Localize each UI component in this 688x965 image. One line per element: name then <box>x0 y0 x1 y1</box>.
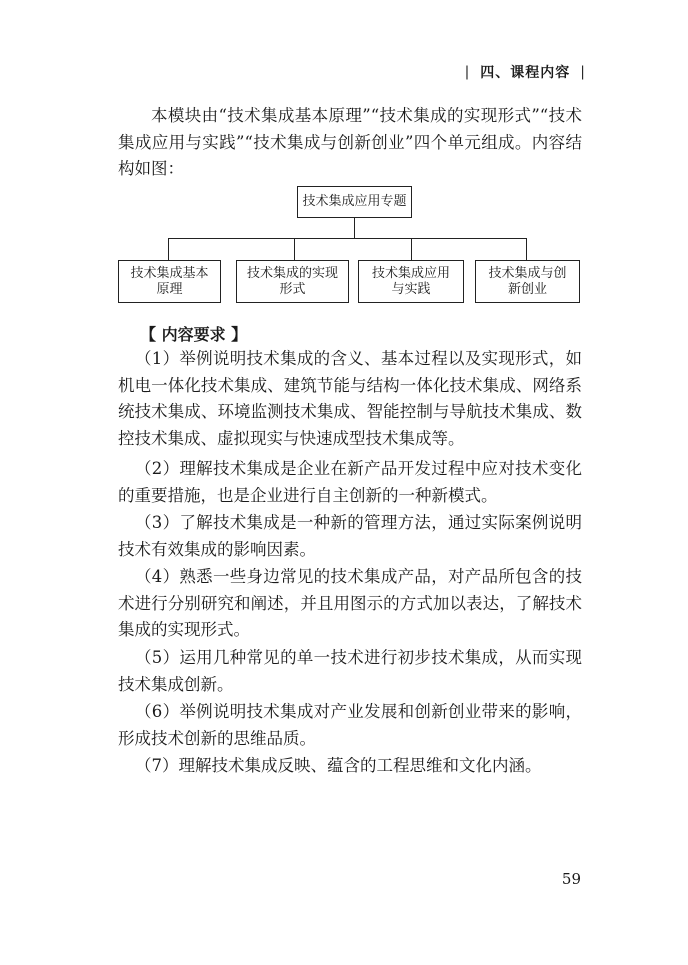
requirement-item: （4）熟悉一些身边常见的技术集成产品，对产品所包含的技术进行分别研究和阐述，并且用图示的方式加以表达，了解技术集成的实现形式。 <box>118 567 582 639</box>
page-number: 59 <box>561 870 581 888</box>
diagram-root-box: 技术集成应用专题 <box>297 186 412 218</box>
requirement-item: （3）了解技术集成是一种新的管理方法，通过实际案例说明技术有效集成的影响因素。 <box>118 513 582 559</box>
diagram-child-box: 技术集成的实现形式 <box>236 260 349 303</box>
header-title: 四、课程内容 <box>480 65 571 81</box>
intro-paragraph: 本模块由“技术集成基本原理”“技术集成的实现形式”“技术集成应用与实践”“技术集成与创新创业”四个单元组成。内容结构如图： <box>118 106 582 178</box>
diagram-child-connector <box>168 238 169 260</box>
requirement-item: （1）举例说明技术集成的含义、基本过程以及实现形式，如机电一体化技术集成、建筑节能与结构一体化技术集成、网络系统技术集成、环境监测技术集成、智能控制与导航技术集成、数控技术集成、虚拟现实与快速成型技术集成等。 <box>118 349 582 448</box>
diagram-child-connector <box>294 238 295 260</box>
content-structure-diagram <box>118 186 582 306</box>
header-right-bar: | <box>580 64 586 80</box>
diagram-horizontal-connector <box>168 238 526 239</box>
running-header <box>465 62 586 82</box>
diagram-child-connector <box>411 238 412 260</box>
header-left-bar: | <box>464 64 471 80</box>
requirement-item: （7）理解技术集成反映、蕴含的工程思维和文化内涵。 <box>135 756 542 775</box>
requirement-item: （2）理解技术集成是企业在新产品开发过程中应对技术变化的重要措施，也是企业进行自主创新的一种新模式。 <box>118 459 582 505</box>
section-title: 【 内容要求 】 <box>140 325 248 344</box>
diagram-child-box: 技术集成与创新创业 <box>475 260 580 303</box>
requirement-item: （5）运用几种常见的单一技术进行初步技术集成，从而实现技术集成创新。 <box>118 648 582 694</box>
requirement-item: （6）举例说明技术集成对产业发展和创新创业带来的影响，形成技术创新的思维品质。 <box>118 702 582 748</box>
diagram-child-connector <box>526 238 527 260</box>
diagram-root-connector <box>354 218 355 238</box>
diagram-child-box: 技术集成应用与实践 <box>358 260 464 303</box>
diagram-child-box: 技术集成基本原理 <box>118 260 221 303</box>
